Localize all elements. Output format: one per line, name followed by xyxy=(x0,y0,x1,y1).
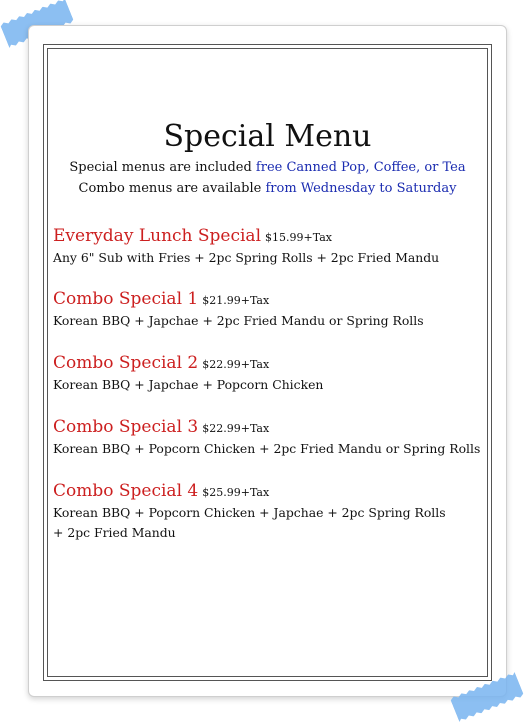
menu-item-description: Korean BBQ + Popcorn Chicken + 2pc Fried Mandu or Spring Rolls xyxy=(53,441,481,456)
menu-item-description: Korean BBQ + Japchae + 2pc Fried Mandu or Spring Rolls xyxy=(53,313,424,328)
menu-frame xyxy=(43,44,492,681)
subtitle-included xyxy=(48,160,487,175)
menu-item xyxy=(53,481,483,543)
menu-item-description: Korean BBQ + Popcorn Chicken + Japchae + 2pc Spring Rolls xyxy=(53,505,446,520)
subtitle-availability-prefix: Combo menus are available xyxy=(78,181,266,196)
menu-item-header xyxy=(53,481,483,501)
menu-item xyxy=(53,289,483,331)
menu-item-price: $22.99+Tax xyxy=(202,422,270,435)
subtitle-included-highlight: free Canned Pop, Coffee, or Tea xyxy=(255,160,466,175)
menu-item xyxy=(53,353,483,395)
menu-item xyxy=(53,226,483,268)
subtitle-availability-highlight: from Wednesday to Saturday xyxy=(265,181,457,196)
menu-item-name: Combo Special 4 xyxy=(53,481,199,501)
menu-item-header xyxy=(53,353,483,373)
menu-card xyxy=(28,25,507,697)
menu-item-price: $22.99+Tax xyxy=(202,358,270,371)
menu-item-header xyxy=(53,289,483,309)
menu-item-description: Any 6" Sub with Fries + 2pc Spring Rolls + 2pc Fried Mandu xyxy=(53,250,440,265)
menu-item-header xyxy=(53,226,483,246)
subtitle-included-prefix: Special menus are included xyxy=(69,160,256,175)
menu-title: Special Menu xyxy=(163,119,372,154)
menu-item-name: Combo Special 3 xyxy=(53,417,199,437)
menu-item-description-continued: + 2pc Fried Mandu xyxy=(53,525,176,540)
menu-item-header xyxy=(53,417,483,437)
subtitle-availability xyxy=(48,181,487,196)
menu-item-price: $15.99+Tax xyxy=(265,231,332,244)
menu-item-name: Combo Special 1 xyxy=(53,289,199,309)
menu-item-price: $21.99+Tax xyxy=(202,294,270,307)
menu-frame-inner xyxy=(47,48,488,677)
menu-item xyxy=(53,417,483,459)
menu-item-description: Korean BBQ + Japchae + Popcorn Chicken xyxy=(53,377,324,392)
menu-item-price: $25.99+Tax xyxy=(202,486,270,499)
menu-item-name: Everyday Lunch Special xyxy=(53,226,262,246)
menu-item-name: Combo Special 2 xyxy=(53,353,199,373)
